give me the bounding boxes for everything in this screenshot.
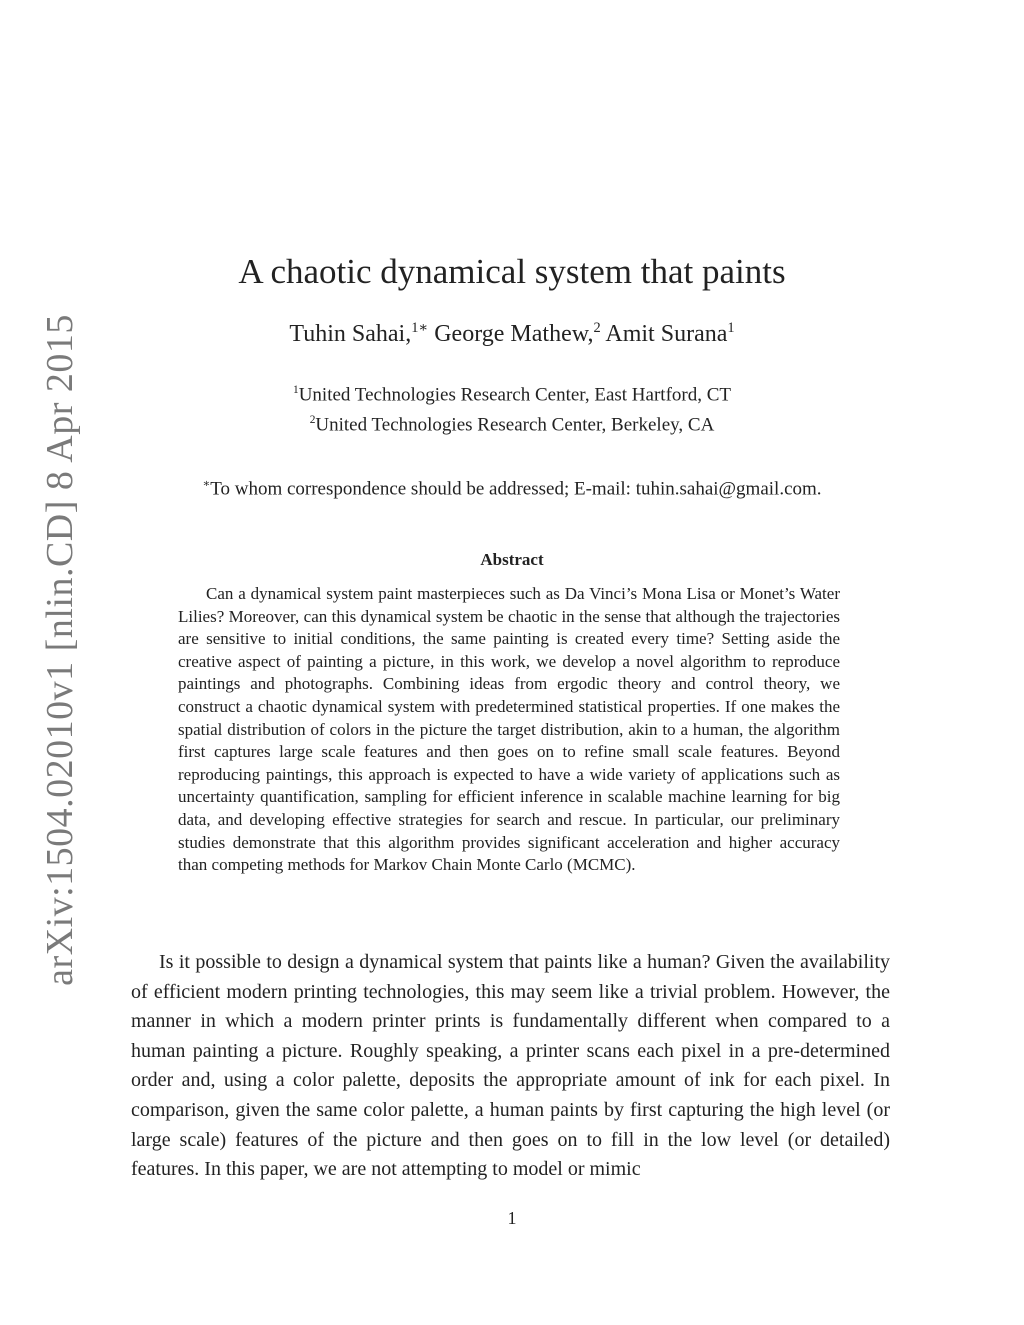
affiliation-text: United Technologies Research Center, East Hartford, CT <box>298 384 732 406</box>
page-number: 1 <box>507 1208 517 1228</box>
affiliation <box>0 384 1024 406</box>
author-name: Amit Surana <box>605 321 728 347</box>
paper-title: A chaotic dynamical system that paints <box>238 252 786 291</box>
author-name: George Mathew, <box>434 321 594 347</box>
affiliation-mark: 1 <box>292 384 299 396</box>
correspondence-text: To whom correspondence should be addressed; E-mail: tuhin.sahai@gmail.com. <box>210 478 822 500</box>
arxiv-identifier-stamp: arXiv:1504.02010v1 [nlin.CD] 8 Apr 2015 <box>39 314 81 986</box>
correspondence-mark: ∗ <box>202 478 211 490</box>
affiliation-text: United Technologies Research Center, Berkeley, CA <box>315 414 715 436</box>
author-name: Tuhin Sahai, <box>289 321 412 347</box>
abstract-body: Can a dynamical system paint masterpieces such as Da Vinci’s Mona Lisa or Monet’s Water Lilies? Moreover, can this dynamical system be chaotic in the sense that although the trajectories are sensitive to initial conditions, the same painting is created every time? Setting aside the creative aspect of painting a picture, in this work, we develop a novel algorithm to reproduce paintings and photographs. Combining ideas from ergodic theory and control theory, we construct a chaotic dynamical system with predetermined statistical properties. If one makes the spatial distribution of colors in the picture the target distribution, akin to a human, the algorithm first captures large scale features and then goes on to refine small scale features. Beyond reproducing paintings, this approach is expected to have a wide variety of applications such as uncertainty quantification, sampling for efficient inference in scalable machine learning for big data, and developing effective strategies for search and rescue. In particular, our preliminary studies demonstrate that this algorithm provides significant acceleration and higher accuracy than competing methods for Markov Chain Monte Carlo (MCMC). <box>178 584 840 875</box>
affiliation <box>0 414 1024 436</box>
author-affiliation-mark: 2 <box>593 320 601 336</box>
author-affiliation-mark: 1∗ <box>411 320 429 336</box>
affiliation-mark: 2 <box>309 414 316 426</box>
author-list <box>0 320 1024 348</box>
body-paragraph: Is it possible to design a dynamical system that paints like a human? Given the availability of efficient modern printing technologies, this may seem like a trivial problem. However, the manner in which a modern printer prints is fundamentally different when compared to a human painting a picture. Roughly speaking, a printer scans each pixel in a pre-determined order and, using a color palette, deposits the appropriate amount of ink for each pixel. In comparison, given the same color palette, a human paints by first capturing the high level (or large scale) features of the picture and then goes on to fill in the low level (or detailed) features. In this paper, we are not attempting to model or mimic <box>131 951 890 1181</box>
author-affiliation-mark: 1 <box>727 320 735 336</box>
correspondence-note <box>0 476 1024 500</box>
abstract-heading: Abstract <box>480 550 544 569</box>
